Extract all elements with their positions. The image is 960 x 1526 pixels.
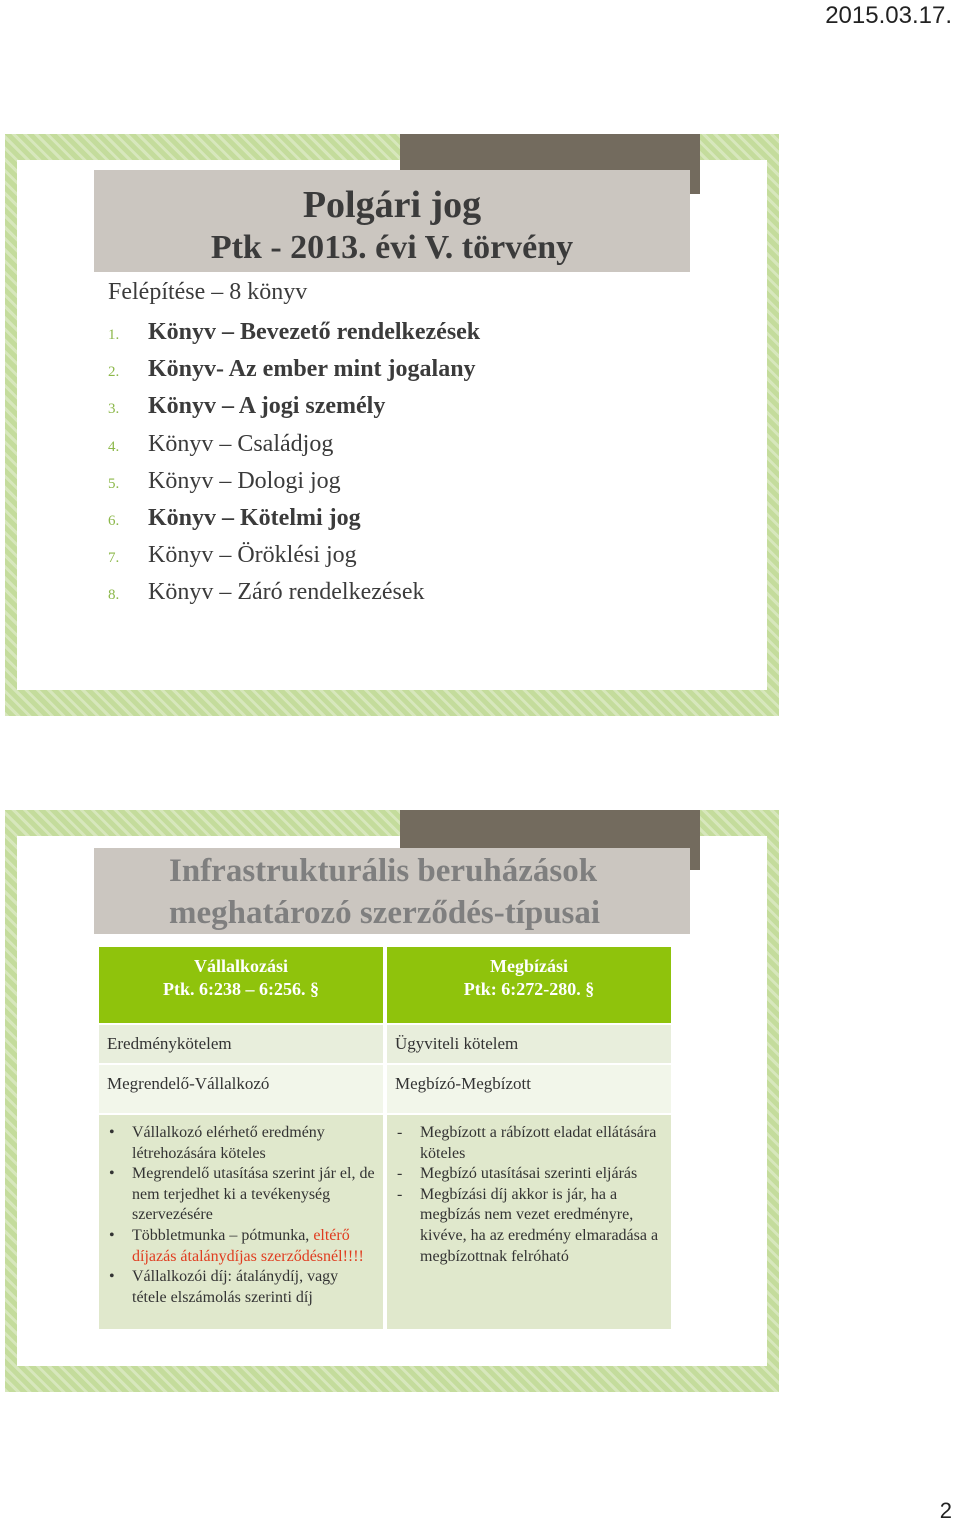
megbizasi-bullets [395, 1123, 663, 1267]
list-item: - Megbízó utasításai szerinti eljárás [397, 1165, 638, 1183]
list-item: 4. Könyv – Családjog [108, 430, 334, 457]
list-item: 5. Könyv – Dologi jog [108, 467, 341, 494]
slide-title-box [94, 848, 690, 934]
table-cell: Eredménykötelem [99, 1025, 383, 1063]
list-item: 8. Könyv – Záró rendelkezések [108, 579, 425, 606]
header-date: 2015.03.17. [825, 2, 952, 29]
slide-title-box [94, 170, 690, 272]
page-number: 2 [939, 1498, 952, 1523]
table-row [99, 1023, 677, 1063]
contract-comparison-table [99, 947, 677, 1329]
list-item: 7. Könyv – Öröklési jog [108, 542, 357, 569]
header-cell-vallalkozasi: Vállalkozási Ptk. 6:238 – 6:256. § [99, 947, 383, 1023]
table-cell: Megbízó-Megbízott [387, 1065, 671, 1113]
list-item: • Vállalkozó elérhető eredmény létrehozására köteles [109, 1124, 325, 1162]
table-cell: Ügyviteli kötelem [387, 1025, 671, 1063]
list-item: • Megrendelő utasítása szerint jár el, de nem terjedhet ki a tevékenység szervezésére [109, 1165, 375, 1224]
list-item: - Megbízási díj akkor is jár, ha a megbízás nem vezet eredményre, kivéve, ha az eredmény elmaradása a megbízottnak felróható [397, 1185, 659, 1265]
slide-polgari-jog [5, 134, 779, 716]
list-item: 2. Könyv- Az ember mint jogalany [108, 356, 476, 383]
header-cell-megbizasi: Megbízási Ptk: 6:272-280. § [387, 947, 671, 1023]
book-list [108, 314, 480, 612]
table-cell [387, 1115, 671, 1329]
list-item: • Vállalkozói díj: átalánydíj, vagy tétele elszámolás szerinti díj [109, 1268, 339, 1306]
table-cell: Megrendelő-Vállalkozó [99, 1065, 383, 1113]
vallalkozasi-bullets [107, 1123, 375, 1308]
table-row [99, 1113, 677, 1329]
table-cell [99, 1115, 383, 1329]
slide-title: Polgári jog [302, 184, 482, 226]
structure-subheading: Felépítése – 8 könyv [108, 279, 308, 305]
table-header-row [99, 947, 677, 1023]
table-row [99, 1063, 677, 1113]
list-item: • Többletmunka – pótmunka, eltérő díjazás átalánydíjas szerződésnél!!!! [109, 1226, 364, 1265]
slide-subtitle: Ptk - 2013. évi V. törvény [210, 229, 574, 266]
slide-subtitle: meghatározó szerződés-típusai [169, 895, 601, 931]
list-item: - Megbízott a rábízott eladat ellátására köteles [397, 1124, 657, 1162]
list-item: 3. Könyv – A jogi személy [108, 393, 386, 420]
list-item: 1. Könyv – Bevezető rendelkezések [108, 319, 481, 345]
slide-title: Infrastrukturális beruházások [169, 853, 598, 889]
slide-contract-types [5, 810, 779, 1392]
highlight-text: eltérő díjazás átalánydíjas szerződésnél!!!! [132, 1226, 364, 1265]
list-item: 6. Könyv – Kötelmi jog [108, 504, 361, 531]
